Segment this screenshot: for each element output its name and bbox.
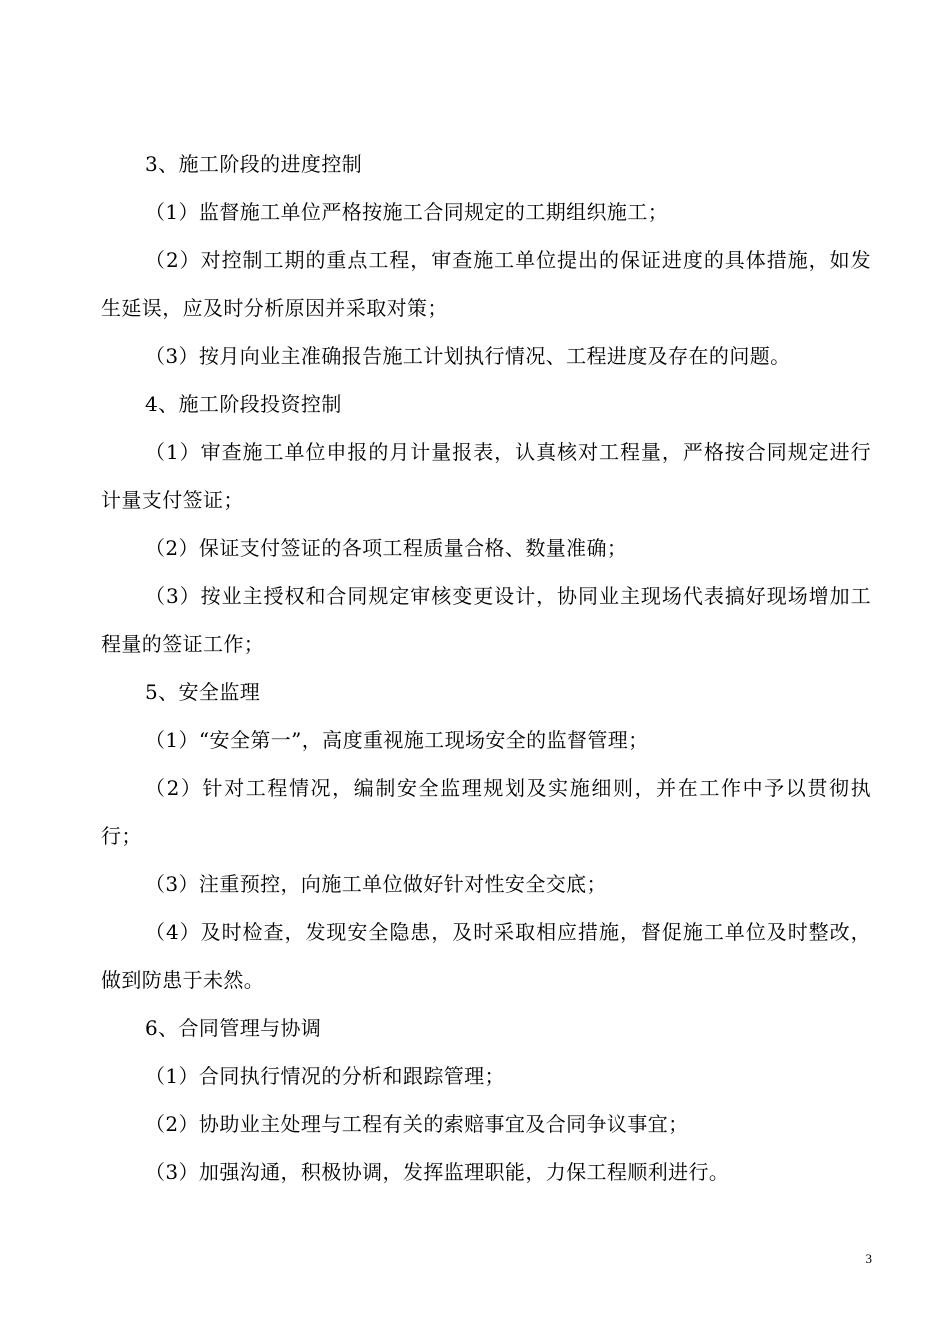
section-5-item-2: （2）针对工程情况，编制安全监理规划及实施细则，并在工作中予以贯彻执行； (101, 776, 871, 848)
section-4-item-2: （2）保证支付签证的各项工程质量合格、数量准确； (145, 536, 628, 560)
section-3-item-1: （1）监督施工单位严格按施工合同规定的工期组织施工； (145, 200, 669, 224)
section-6-item-2: （2）协助业主处理与工程有关的索赔事宜及合同争议事宜； (145, 1112, 689, 1136)
section-5-item-1: （1）“安全第一”，高度重视施工现场安全的监督管理； (145, 728, 649, 752)
section-6-item-3: （3）加强沟通，积极协调，发挥监理职能，力保工程顺利进行。 (145, 1160, 730, 1184)
section-5-item-3: （3）注重预控，向施工单位做好针对性安全交底； (145, 872, 607, 896)
section-heading-5: 5、安全监理 (145, 680, 261, 704)
section-4-item-1: （1）审查施工单位申报的月计量报表，认真核对工程量，严格按合同规定进行计量支付签证； (101, 440, 871, 512)
section-5-item-4: （4）及时检查，发现安全隐患，及时采取相应措施，督促施工单位及时整改，做到防患于未然。 (101, 920, 871, 992)
section-6-item-1: （1）合同执行情况的分析和跟踪管理； (145, 1064, 505, 1088)
section-heading-3: 3、施工阶段的进度控制 (145, 152, 363, 176)
section-3-item-2: （2）对控制工期的重点工程，审查施工单位提出的保证进度的具体措施，如发生延误，应及时分析原因并采取对策； (101, 248, 871, 320)
document-body (101, 140, 871, 1196)
section-3-item-3: （3）按月向业主准确报告施工计划执行情况、工程进度及存在的问题。 (145, 344, 791, 368)
section-heading-6: 6、合同管理与协调 (145, 1016, 322, 1040)
section-heading-4: 4、施工阶段投资控制 (145, 392, 342, 416)
section-4-item-3: （3）按业主授权和合同规定审核变更设计，协同业主现场代表搞好现场增加工程量的签证工作； (101, 584, 871, 656)
page-number: 3 (865, 1251, 872, 1266)
